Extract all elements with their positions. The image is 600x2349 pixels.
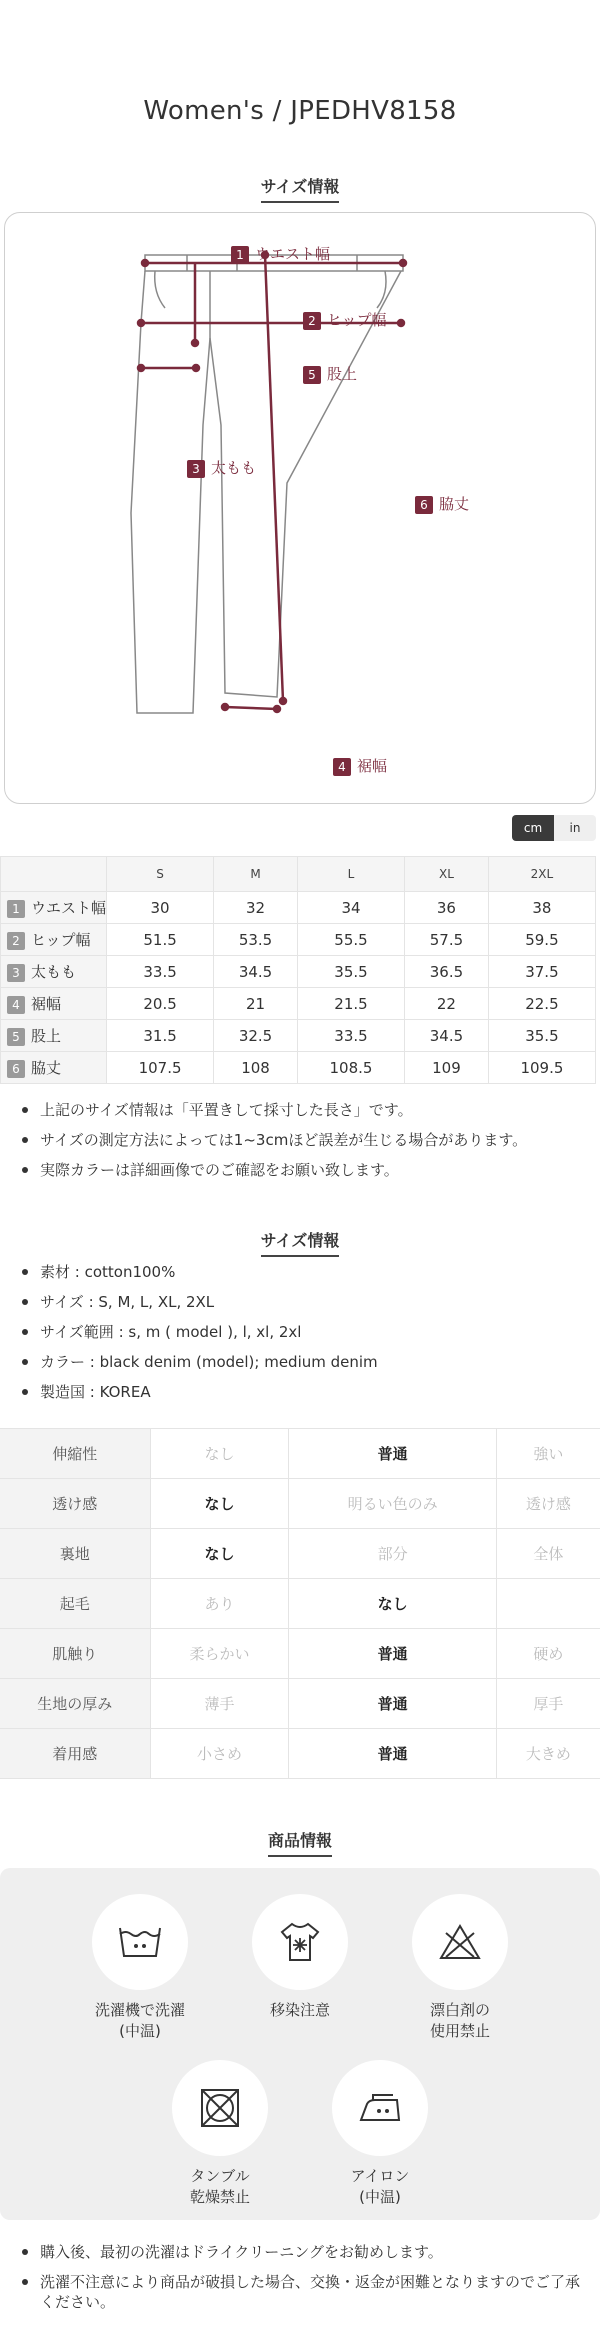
no-bleach-icon	[438, 1923, 482, 1961]
list-item: 素材 : cotton100%	[22, 1262, 592, 1282]
section-title-specs: サイズ情報	[0, 1228, 600, 1257]
fabric-label: 起毛	[0, 1579, 150, 1629]
table-cell: 57.5	[405, 924, 489, 956]
care-item-iron	[315, 2060, 445, 2208]
list-item: サイズ : S, M, L, XL, 2XL	[22, 1292, 592, 1312]
fabric-option: 厚手	[496, 1679, 600, 1729]
table-cell: 107.5	[107, 1052, 214, 1084]
table-cell: 34.5	[214, 956, 298, 988]
size-table	[0, 856, 596, 1084]
fabric-option: 柔らかい	[150, 1629, 289, 1679]
table-row	[1, 924, 596, 956]
size-header-s: S	[107, 857, 214, 892]
care-item-color-transfer	[235, 1894, 365, 2021]
table-cell: 55.5	[297, 924, 404, 956]
table-row	[1, 1052, 596, 1084]
fabric-option	[496, 1579, 600, 1629]
list-item: 洗濯不注意により商品が破損した場合、交換・返金が困難となりますのでご了承ください。	[22, 2272, 592, 2312]
care-label: 移染注意	[269, 2001, 330, 2019]
table-row	[1, 956, 596, 988]
care-label: アイロン (中温)	[350, 2167, 410, 2206]
pants-illustration	[5, 213, 597, 805]
size-header-m: M	[214, 857, 298, 892]
fabric-option: 全体	[496, 1529, 600, 1579]
list-item: サイズ範囲 : s, m ( model ), l, xl, 2xl	[22, 1322, 592, 1342]
fabric-option: 普通	[289, 1679, 496, 1729]
product-title: Women's / JPEDHV8158	[143, 96, 457, 126]
unit-cm-button[interactable]: cm	[512, 815, 554, 841]
care-item-no-bleach	[395, 1894, 525, 2042]
spec-list	[22, 1262, 592, 1412]
size-notes	[22, 1100, 592, 1190]
list-item: 製造国 : KOREA	[22, 1382, 592, 1402]
fabric-option: 部分	[289, 1529, 496, 1579]
row-label: 3 太もも	[1, 956, 107, 988]
table-cell: 108.5	[297, 1052, 404, 1084]
iron-medium-icon	[357, 2092, 403, 2124]
care-icon-circle	[172, 2060, 268, 2156]
table-cell: 34	[297, 892, 404, 924]
table-cell: 109	[405, 1052, 489, 1084]
fabric-option: 薄手	[150, 1679, 289, 1729]
section-title-size-info: サイズ情報	[0, 174, 600, 203]
fabric-option: なし	[150, 1479, 289, 1529]
care-icon-circle	[252, 1894, 348, 1990]
size-header-l: L	[297, 857, 404, 892]
table-cell: 21.5	[297, 988, 404, 1020]
care-label: タンブル 乾燥禁止	[189, 2167, 250, 2206]
table-cell: 38	[488, 892, 595, 924]
table-row	[0, 1679, 600, 1729]
table-cell: 21	[214, 988, 298, 1020]
table-cell: 32	[214, 892, 298, 924]
table-row	[1, 988, 596, 1020]
fabric-option: 小さめ	[150, 1729, 289, 1779]
size-table-corner	[1, 857, 107, 892]
fabric-option: 透け感	[496, 1479, 600, 1529]
list-item: 上記のサイズ情報は「平置きして採寸した長さ」です。	[22, 1100, 592, 1120]
table-cell: 37.5	[488, 956, 595, 988]
fabric-option: なし	[150, 1529, 289, 1579]
fabric-option: 明るい色のみ	[289, 1479, 496, 1529]
fabric-label: 生地の厚み	[0, 1679, 150, 1729]
machine-wash-icon	[118, 1924, 162, 1960]
table-cell: 36.5	[405, 956, 489, 988]
unit-in-button[interactable]: in	[554, 815, 596, 841]
table-cell: 34.5	[405, 1020, 489, 1052]
table-cell: 33.5	[297, 1020, 404, 1052]
table-cell: 31.5	[107, 1020, 214, 1052]
fabric-label: 肌触り	[0, 1629, 150, 1679]
table-row	[0, 1529, 600, 1579]
list-item: サイズの測定方法によっては1~3cmほど誤差が生じる場合があります。	[22, 1130, 592, 1150]
list-item: 購入後、最初の洗濯はドライクリーニングをお勧めします。	[22, 2242, 592, 2262]
care-icon-circle	[332, 2060, 428, 2156]
list-item: 実際カラーは詳細画像でのご確認をお願い致します。	[22, 1160, 592, 1180]
diagram-label-rise: 5 股上	[303, 363, 357, 384]
fabric-option: 普通	[289, 1629, 496, 1679]
row-label: 1 ウエスト幅	[1, 892, 107, 924]
fabric-option: あり	[150, 1579, 289, 1629]
size-table-header	[1, 857, 596, 892]
size-header-2xl: 2XL	[488, 857, 595, 892]
unit-toggle[interactable]	[512, 815, 596, 841]
table-row	[0, 1629, 600, 1679]
fabric-option: 強い	[496, 1429, 600, 1479]
table-cell: 53.5	[214, 924, 298, 956]
table-cell: 22.5	[488, 988, 595, 1020]
care-panel	[0, 1868, 600, 2220]
table-cell: 35.5	[488, 1020, 595, 1052]
fabric-option: 普通	[289, 1429, 496, 1479]
table-cell: 22	[405, 988, 489, 1020]
section-title-product-info: 商品情報	[0, 1828, 600, 1857]
care-notes	[22, 2242, 592, 2322]
no-tumble-dry-icon	[198, 2086, 242, 2130]
table-cell: 32.5	[214, 1020, 298, 1052]
table-row	[0, 1429, 600, 1479]
diagram-label-waist: 1 ウエスト幅	[231, 243, 330, 264]
row-label: 4 裾幅	[1, 988, 107, 1020]
fabric-option: 大きめ	[496, 1729, 600, 1779]
care-icon-circle	[92, 1894, 188, 1990]
care-label: 洗濯機で洗濯 (中温)	[94, 2001, 185, 2040]
diagram-label-outseam: 6 脇丈	[415, 493, 469, 514]
table-cell: 51.5	[107, 924, 214, 956]
fabric-label: 伸縮性	[0, 1429, 150, 1479]
row-label: 6 脇丈	[1, 1052, 107, 1084]
table-cell: 30	[107, 892, 214, 924]
table-cell: 33.5	[107, 956, 214, 988]
fabric-option: 硬め	[496, 1629, 600, 1679]
diagram-label-thigh: 3 太もも	[187, 457, 256, 478]
table-row	[1, 1020, 596, 1052]
list-item: カラー : black denim (model); medium denim	[22, 1352, 592, 1372]
table-cell: 109.5	[488, 1052, 595, 1084]
fabric-properties-table	[0, 1428, 600, 1779]
color-transfer-icon	[278, 1922, 322, 1962]
fabric-label: 裏地	[0, 1529, 150, 1579]
table-row	[1, 892, 596, 924]
table-cell: 59.5	[488, 924, 595, 956]
care-item-no-tumble-dry	[155, 2060, 285, 2208]
size-header-xl: XL	[405, 857, 489, 892]
diagram-label-hem: 4 裾幅	[333, 755, 387, 776]
care-item-machine-wash	[75, 1894, 205, 2042]
fabric-label: 透け感	[0, 1479, 150, 1529]
table-row	[0, 1479, 600, 1529]
care-icon-circle	[412, 1894, 508, 1990]
row-label: 5 股上	[1, 1020, 107, 1052]
row-label: 2 ヒップ幅	[1, 924, 107, 956]
fabric-option: 普通	[289, 1729, 496, 1779]
size-diagram	[4, 212, 596, 804]
table-cell: 35.5	[297, 956, 404, 988]
diagram-label-hip: 2 ヒップ幅	[303, 309, 387, 330]
fabric-option: なし	[150, 1429, 289, 1479]
table-cell: 20.5	[107, 988, 214, 1020]
fabric-option: なし	[289, 1579, 496, 1629]
table-row	[0, 1579, 600, 1629]
care-label: 漂白剤の 使用禁止	[429, 2001, 490, 2040]
fabric-label: 着用感	[0, 1729, 150, 1779]
table-cell: 36	[405, 892, 489, 924]
table-row	[0, 1729, 600, 1779]
table-cell: 108	[214, 1052, 298, 1084]
